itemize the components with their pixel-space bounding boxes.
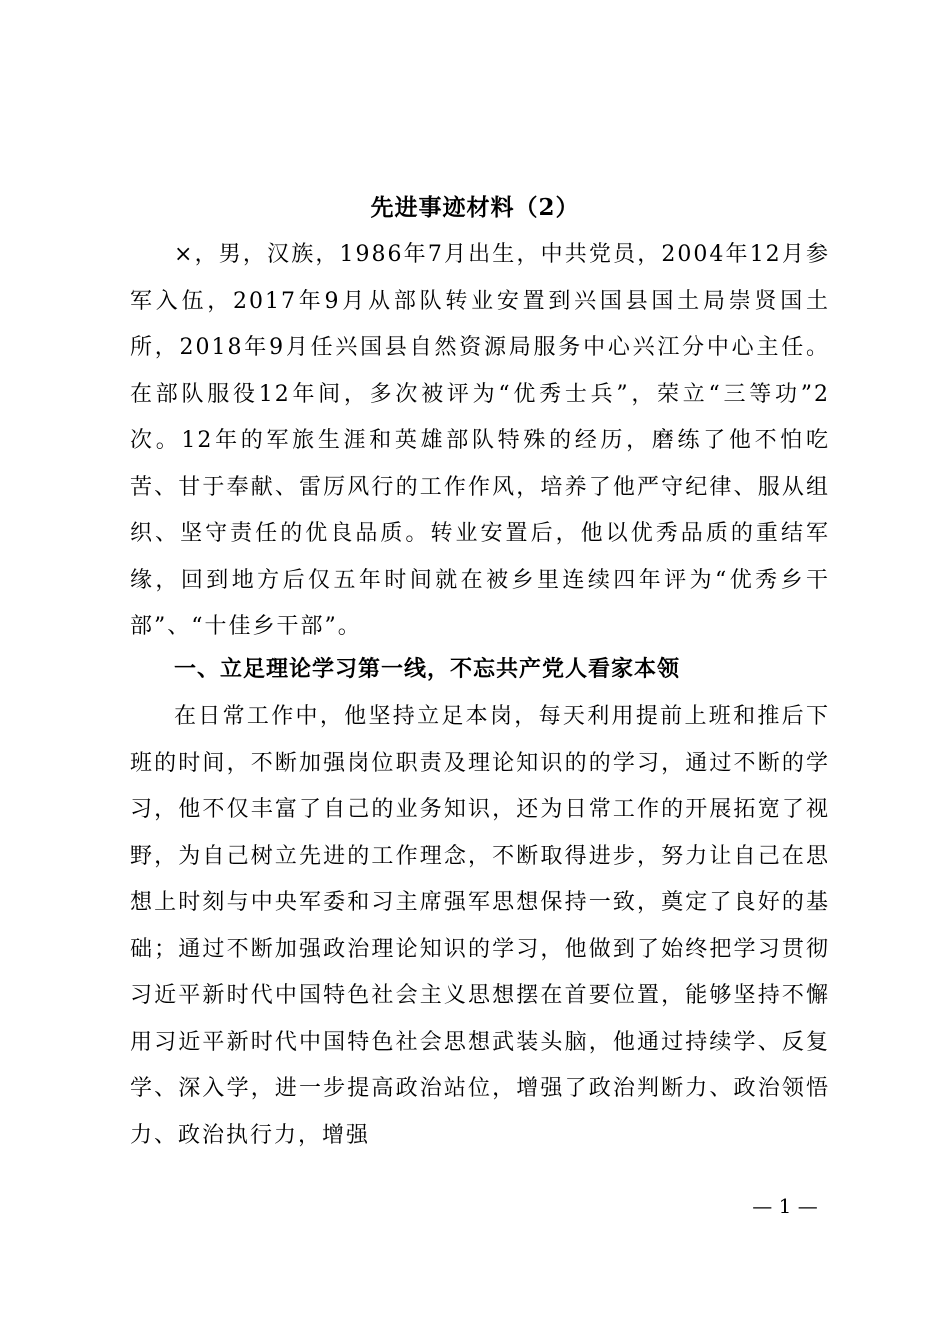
intro-paragraph: ×，男，汉族，1986年7月出生，中共党员，2004年12月参军入伍，2017年9月从部队转业安置到兴国县国土局崇贤国土所，2018年9月任兴国县自然资源局服务中心兴江分中心主任。在部队服役12年间，多次被评为“优秀士兵”，荣立“三等功”2次。12年的军旅生涯和英雄部队特殊的经历，磨练了他不怕吃苦、甘于奉献、雷厉风行的工作作风，培养了他严守纪律、服从组织、坚守责任的优良品质。转业安置后，他以优秀品质的重结军缘，回到地方后仅五年时间就在被乡里连续四年评为“优秀乡干部”、“十佳乡干部”。 xyxy=(130,242,830,639)
section-paragraph: 在日常工作中，他坚持立足本岗，每天利用提前上班和推后下班的时间，不断加强岗位职责及理论知识的的学习，通过不断的学习，他不仅丰富了自己的业务知识，还为日常工作的开展拓宽了视野，为自己树立先进的工作理念，不断取得进步，努力让自己在思想上时刻与中央军委和习主席强军思想保持一致，奠定了良好的基础；通过不断加强政治理论知识的学习，他做到了始终把学习贯彻习近平新时代中国特色社会主义思想摆在首要位置，能够坚持不懈用习近平新时代中国特色社会思想武装头脑，他通过持续学、反复学、深入学，进一步提高政治站位，增强了政治判断力、政治领悟力、政治执行力，增强 xyxy=(130,704,830,1148)
section-heading: 一、立足理论学习第一线，不忘共产党人看家本领 xyxy=(174,657,681,682)
document-title: 先进事迹材料（2） xyxy=(370,194,580,221)
page-number: — 1 — xyxy=(752,1194,818,1218)
